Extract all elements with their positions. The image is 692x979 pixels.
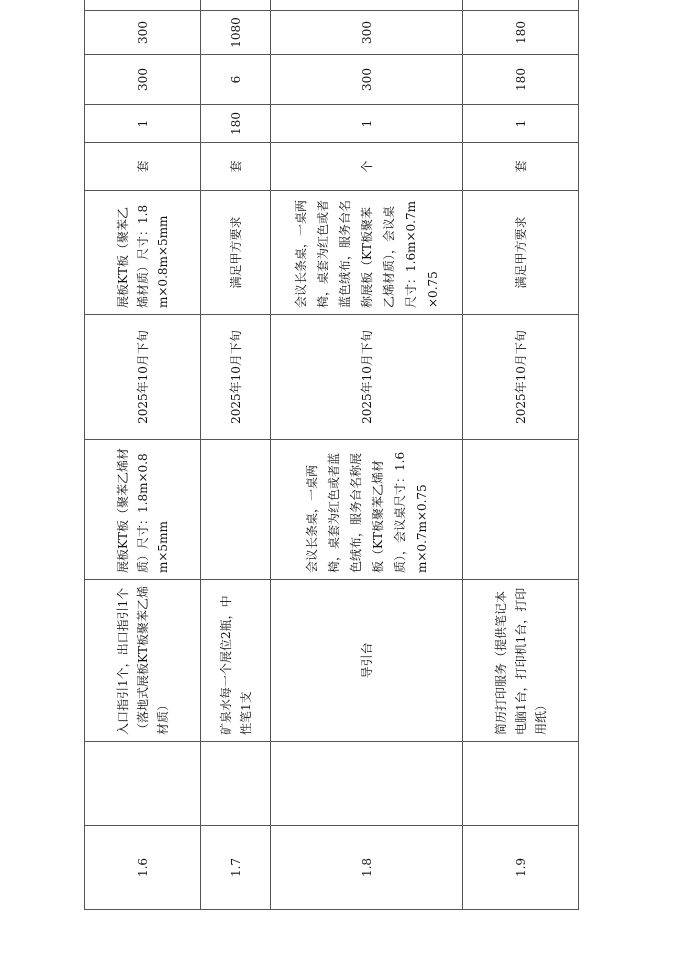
item-spec: 展板KT板（聚苯乙烯材质）尺寸：1.8m×0.8m×5mm [85,440,201,580]
item-content: 简历打印服务（提供笔记本电脑1台，打印机1台，打印用纸） [463,580,579,742]
table-row [463,0,579,910]
blank-cell [85,742,201,826]
item-time: 2025年10月下旬 [201,315,271,440]
item-qty: 1 [271,105,463,143]
rotated-page [84,17,578,910]
item-time: 2025年10月下旬 [271,315,463,440]
table-row [201,0,271,910]
item-requirement: 展板KT板（聚苯乙烯材质）尺寸：1.8m×0.8m×5mm [85,191,201,315]
item-spec [201,440,271,580]
table-row [271,0,463,910]
item-unit: 套 [201,143,271,191]
item-note [85,0,201,11]
item-unit: 套 [85,143,201,191]
item-spec [463,440,579,580]
item-total: 300 [271,11,463,55]
item-qty: 180 [201,105,271,143]
item-unit: 个 [271,143,463,191]
item-time: 2025年10月下旬 [85,315,201,440]
item-content: 导引台 [271,580,463,742]
item-requirement: 会议长条桌，一桌两椅，桌套为红色或者蓝色绒布，服务台名称展板（KT板聚苯乙烯材质），会议桌尺寸：1.6m×0.7m×0.75 [271,191,463,315]
item-number: 1.7 [201,826,271,910]
blank-cell [463,742,579,826]
procurement-table [84,0,579,910]
item-content: 矿泉水每一个展位2瓶，中性笔1支 [201,580,271,742]
item-qty: 1 [463,105,579,143]
blank-cell [201,742,271,826]
item-note [463,0,579,11]
item-total: 180 [463,11,579,55]
item-number: 1.9 [463,826,579,910]
item-price: 300 [85,55,201,105]
item-number: 1.8 [271,826,463,910]
item-unit: 套 [463,143,579,191]
item-price: 300 [271,55,463,105]
item-price: 180 [463,55,579,105]
item-requirement: 满足甲方要求 [201,191,271,315]
item-qty: 1 [85,105,201,143]
item-requirement: 满足甲方要求 [463,191,579,315]
item-price: 6 [201,55,271,105]
item-number: 1.6 [85,826,201,910]
item-note [271,0,463,11]
table-row [85,0,201,910]
item-total: 300 [85,11,201,55]
item-note [201,0,271,11]
item-content: 入口指引1个，出口指引1个（落地式展板KT板聚苯乙烯材质） [85,580,201,742]
item-spec: 会议长条桌，一桌两椅，桌套为红色或者蓝色绒布，服务台名称展板（KT板聚苯乙烯材质），会议桌尺寸：1.6m×0.7m×0.75 [271,440,463,580]
item-total: 1080 [201,11,271,55]
item-time: 2025年10月下旬 [463,315,579,440]
blank-cell [271,742,463,826]
